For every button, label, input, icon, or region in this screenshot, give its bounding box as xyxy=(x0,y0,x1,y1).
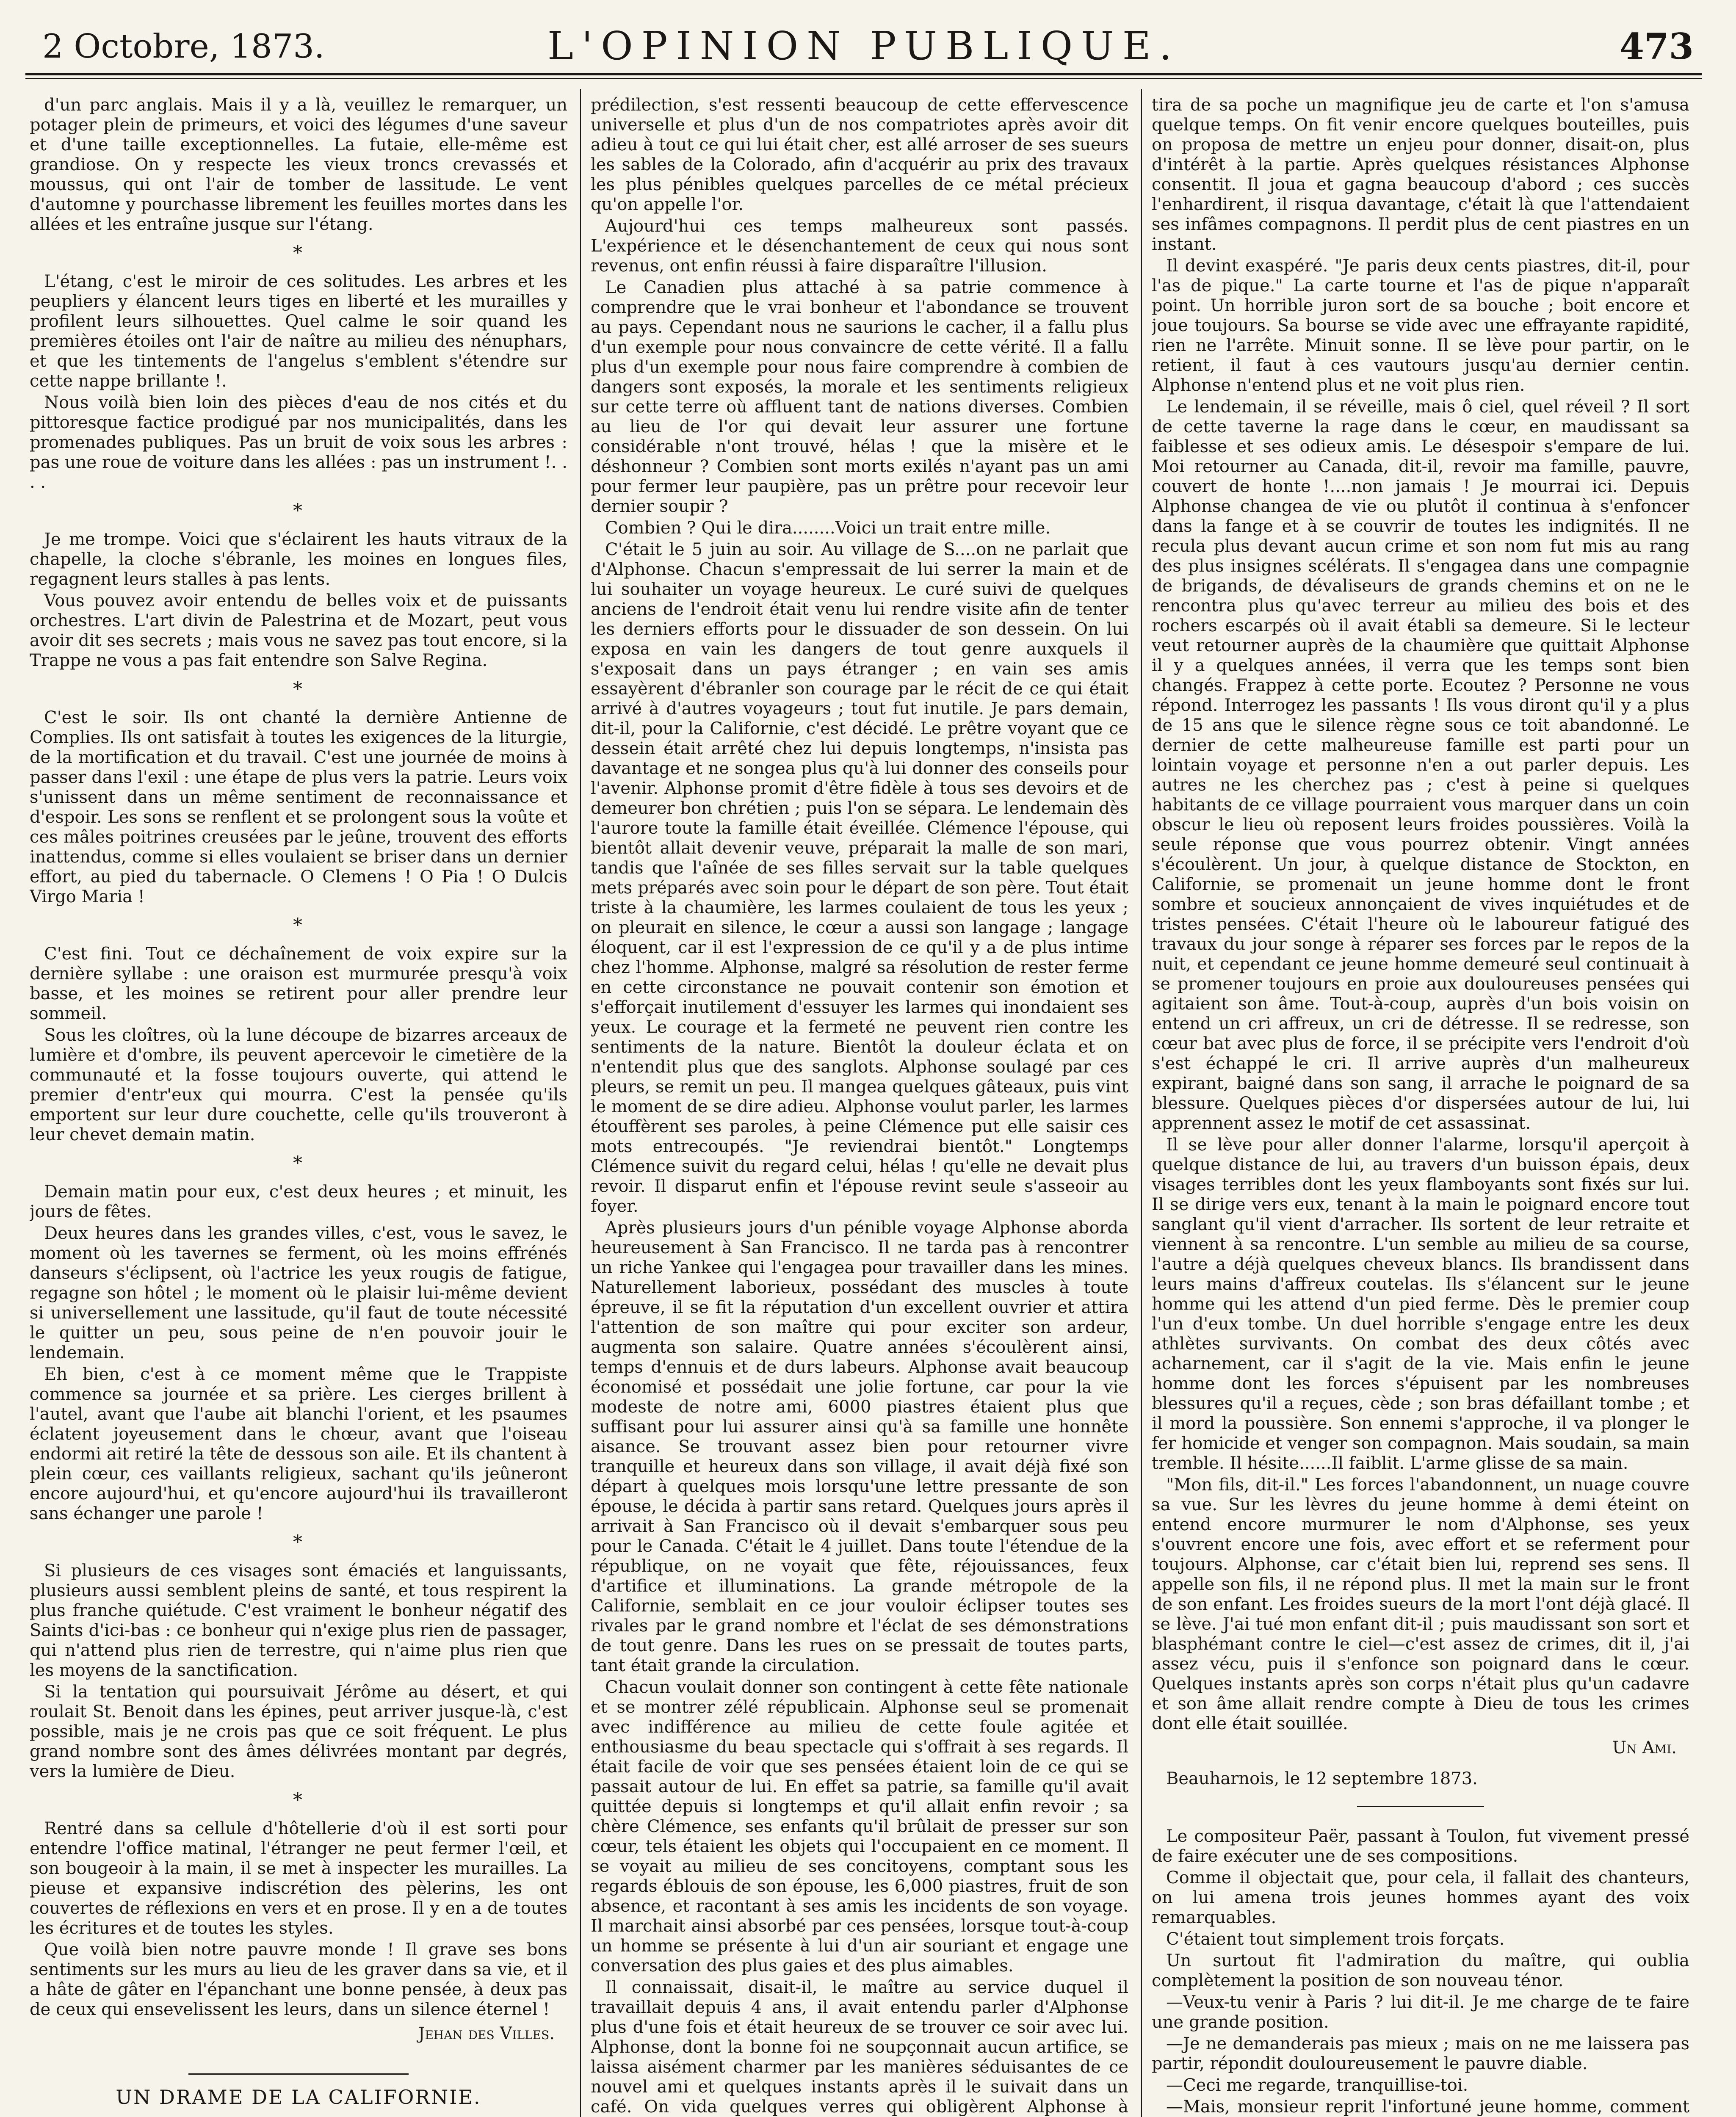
article-title: UN DRAME DE LA CALIFORNIE. xyxy=(116,2086,481,2109)
paragraph: C'était le 5 juin au soir. Au village de S....on ne parlait que d'Alphonse. Chacun s'empressait de lui serrer la main et de lui souhaiter un voyage heureux. Le curé suivi de quelques anciens de l'endroit était venu lui rendre visite afin de tenter les derniers efforts pour le dissuader de son dessein. On lui exposa en vain les dangers de tout genre auxquels il s'exposait dans un pays étranger ; en vain ses amis essayèrent d'ébranler son courage par le récit de ce qui était arrivé à d'autres voyageurs ; tout fut inutile. Je pars demain, dit-il, pour la Californie, c'est décidé. Le prêtre voyant que ce dessein était arrêté chez lui depuis longtemps, n'insista pas davantage et ne songea plus qu'à lui donner des conseils pour l'avenir. Alphonse promit d'être fidèle à tous ses devoirs et de demeurer bon chrétien ; puis l'on se sépara. Le lendemain dès l'aurore toute la famille était éveillée. Clémence l'épouse, qui bientôt allait devenir veuve, préparait la malle de son mari, tandis que l'aînée de ses filles servait sur la table quelques mets préparés avec soin pour le départ de son père. Tout était triste à la chaumière, les larmes coulaient de tous les yeux ; on pleurait en silence, le cœur a aussi son langage ; langage éloquent, car il est l'expression de ce qu'il y a de plus intime chez l'homme. Alphonse, malgré sa résolution de rester ferme en cette circonstance ne pouvait contenir son émotion et s'efforçait inutilement d'essuyer les larmes qui inondaient ses yeux. Le courage et la fermeté ne peuvent rien contre les sentiments de la nature. Bientôt la douleur éclata et on n'entendit plus que des sanglots. Alphonse soulagé par ces pleurs, se remit un peu. Il mangea quelques gâteaux, puis vint le moment de se dire adieu. Alphonse voulut parler, les larmes étouffèrent ses paroles, à peine Clémence put elle saisir ces mots entrecoupés. "Je reviendrai bientôt." Longtemps Clémence suivit du regard celui, hélas ! qu'elle ne devait plus revoir. Il disparut enfin et l'épouse revint seule s'asseoir au foyer. xyxy=(591,540,1128,1216)
section-separator: * xyxy=(293,678,304,700)
paragraph: Le Canadien plus attaché à sa patrie commence à comprendre que le vrai bonheur et l'abondance se trouvent au pays. Cependant nous ne saurions le cacher, il a fallu plus d'un exemple pour nous convaincre de cette vérité. Il a fallu plus d'un exemple pour nous faire comprendre à combien de dangers sont exposés, la morale et les sentiments religieux sur cette terre où affluent tant de nations diverses. Combien au lieu de l'or qui devait leur assurer une fortune considérable n'ont trouvé, hélas ! que la misère et le déshonneur ? Combien sont morts exilés n'ayant pas un ami pour fermer leur paupière, pas un prêtre pour recevoir leur dernier soupir ? xyxy=(591,278,1128,516)
paragraph: Chacun voulait donner son contingent à cette fête nationale et se montrer zélé républicain. Alphonse seul se promenait avec indifférence au milieu de cette foule agitée et enthousiasme du beau spectacle qui s'offrait à ses regards. Il était facile de voir que ses pensées étaient loin de ce qui se passait autour de lui. En effet sa patrie, sa famille qu'il avait quittée depuis si longtemps et qu'il allait enfin revoir ; sa chère Clémence, ses enfants qu'il brûlait de presser sur son cœur, tels étaient les objets qui l'occupaient en ce moment. Il se voyait au milieu de ses concitoyens, comptant sous les regards éblouis de son épouse, les 6,000 piastres, fruit de son absence, et racontant à ses amis les incidents de son voyage. Il marchait ainsi absorbé par ces pensées, lorsque tout-à-coup un homme se présente à lui d'un air souriant et engage une conversation des plus gaies et des plus aimables. xyxy=(591,1678,1128,1976)
paragraph: —Veux-tu venir à Paris ? lui dit-il. Je me charge de te faire une grande position. xyxy=(1152,1993,1689,2032)
paragraph: Combien ? Qui le dira........Voici un trait entre mille. xyxy=(605,518,1051,538)
section-separator: * xyxy=(293,1789,304,1811)
paragraph: Sous les cloîtres, où la lune découpe de bizarres arceaux de lumière et d'ombre, ils peuvent apercevoir le cimetière de la communauté et la fosse toujours ouverte, qui attend le premier d'entr'eux qui mourra. C'est la pensée qu'ils emportent sur leur dure couchette, celle qu'ils trouveront à leur chevet demain matin. xyxy=(30,1025,567,1144)
issue-date: 2 Octobre, 1873. xyxy=(42,28,325,66)
column-divider xyxy=(1141,89,1142,2117)
header-rule-thin xyxy=(25,78,1702,79)
newspaper-title: L'OPINION PUBLIQUE. xyxy=(547,23,1180,69)
paragraph: Comme il objectait que, pour cela, il fallait des chanteurs, on lui amena trois jeunes hommes ayant des voix remarquables. xyxy=(1152,1868,1689,1927)
paragraph: —Je ne demanderais pas mieux ; mais on ne me laissera pas partir, répondit douloureusement le pauvre diable. xyxy=(1152,2034,1689,2073)
paragraph: Il se lève pour aller donner l'alarme, lorsqu'il aperçoit à quelque distance de lui, au travers d'un buisson épais, deux visages terribles dont les yeux flamboyants sont fixés sur lui. Il se dirige vers eux, tenant à la main le poignard encore tout sanglant qu'il vient d'arracher. Ils sortent de leur retraite et viennent à sa rencontre. L'un semble au milieu de sa course, l'autre a déjà quelques cheveux blancs. Ils brandissent dans leurs mains d'affreux coutelas. Ils s'élancent sur le jeune homme qui les attend d'un pied ferme. Dès le premier coup l'un d'eux tombe. Un duel horrible s'engage entre les deux athlètes survivants. On combat des deux côtés avec acharnement, car il s'agit de la vie. Mais enfin le jeune homme dont les forces s'épuisent par les nombreuses blessures qu'il a reçues, cède ; son bras défaillant tombe ; et il mord la poussière. Son ennemi s'approche, il va plonger le fer homicide et venger son compagnon. Mais soudain, sa main tremble. Il hésite......Il faiblit. L'arme glisse de sa main. xyxy=(1152,1135,1689,1473)
paragraph: Deux heures dans les grandes villes, c'est, vous le savez, le moment où les tavernes se ferment, où les moins effrénés danseurs s'éclipsent, où l'actrice les yeux rougis de fatigue, regagne son hôtel ; le moment où le plaisir lui-même devient si universellement une lassitude, qu'il faut de toute nécessité le quitter un peu, sous peine de n'en pouvoir jouir le lendemain. xyxy=(30,1224,567,1363)
column-2 xyxy=(591,95,1128,2117)
column-divider xyxy=(580,89,581,2117)
page-header xyxy=(25,13,1702,72)
paragraph: Si plusieurs de ces visages sont émaciés et languissants, plusieurs aussi semblent pleins de santé, et tous respirent la plus franche quiétude. C'est vraiment le bonheur négatif des Saints d'ici-bas : ce bonheur qui n'exige plus rien de passager, qui n'attend plus rien de terrestre, qui n'aime plus rien que les moyens de la sanctification. xyxy=(30,1561,567,1680)
paragraph: Le compositeur Paër, passant à Toulon, fut vivement pressé de faire exécuter une de ses compositions. xyxy=(1152,1827,1689,1866)
paragraph: Il devint exaspéré. "Je paris deux cents piastres, dit-il, pour l'as de pique." La carte tourne et l'as de pique n'apparaît point. Un horrible juron sort de sa bouche ; boit encore et joue toujours. Sa bourse se vide avec une effrayante rapidité, rien ne l'arrête. Minuit sonne. Il se lève pour partir, on le retient, il faut à ces vautours jusqu'au dernier centin. Alphonse n'entend plus et ne voit plus rien. xyxy=(1152,256,1689,395)
header-rule xyxy=(25,73,1702,75)
paragraph: d'un parc anglais. Mais il y a là, veuillez le remarquer, un potager plein de primeurs, et voici des légumes d'une saveur et d'une taille exceptionnelles. La futaie, elle-même est grandiose. On y respecte les vieux troncs crevassés et moussus, qui ont l'air de tomber de lassitude. Le vent d'automne y pourchasse librement les feuilles mortes dans les allées et les entraîne jusque sur l'étang. xyxy=(30,95,567,234)
dateline: Beauharnois, le 12 septembre 1873. xyxy=(1166,1769,1478,1788)
paragraph: Vous pouvez avoir entendu de belles voix et de puissants orchestres. L'art divin de Palestrina et de Mozart, peut vous avoir dit ses secrets ; mais vous ne savez pas tout encore, si la Trappe ne vous a pas fait entendre son Salve Regina. xyxy=(30,591,567,670)
section-separator: * xyxy=(293,500,304,522)
section-separator: * xyxy=(293,1152,304,1174)
paragraph: "Mon fils, dit-il." Les forces l'abandonnent, un nuage couvre sa vue. Sur les lèvres du jeune homme à demi éteint on entend encore murmurer le nom d'Alphonse, ses yeux s'ouvrent encore une fois, avec effort et se referment pour toujours. Alphonse, car c'était bien lui, reprend ses sens. Il appelle son fils, il ne répond plus. Il met la main sur le front de son enfant. Les froides sueurs de la mort l'ont déjà glacé. Il se lève. J'ai tué mon enfant dit-il ; puis maudissant son sort et blasphémant contre le ciel—c'est assez de crimes, dit il, j'ai assez vécu, puis il s'enfonce son poignard dans le cœur. Quelques instants après son corps n'était plus qu'un cadavre et son âme allait rendre compte à Dieu de tous les crimes dont elle était souillée. xyxy=(1152,1475,1689,1733)
paragraph: —Ceci me regarde, tranquillise-toi. xyxy=(1166,2076,1468,2095)
paragraph: C'est fini. Tout ce déchaînement de voix expire sur la dernière syllabe : une oraison est murmurée presqu'à voix basse, et les moines se retirent pour aller prendre leur sommeil. xyxy=(30,944,567,1023)
paragraph: Eh bien, c'est à ce moment même que le Trappiste commence sa journée et sa prière. Les cierges brillent à l'autel, avant que l'aube ait blanchi l'orient, et les psaumes éclatent joyeusement dans le chœur, avant que l'oiseau endormi ait retiré la tête de dessous son aile. Et ils chantent à plein cœur, ces vaillants religieux, sachant qu'ils jeûneront encore aujourd'hui, et qu'encore aujourd'hui ils travailleront sans échanger une parole ! xyxy=(30,1365,567,1523)
section-separator: * xyxy=(293,1531,304,1553)
section-separator: * xyxy=(293,242,304,264)
paragraph: prédilection, s'est ressenti beaucoup de cette effervescence universelle et plus d'un de nos compatriotes après avoir dit adieu à tout ce qui lui était cher, est allé arroser de ses sueurs les sables de la Colorado, afin d'acquérir au prix des travaux les plus pénibles quelques parcelles de ce métal précieux qu'on appelle l'or. xyxy=(591,95,1128,214)
paragraph: tira de sa poche un magnifique jeu de carte et l'on s'amusa quelque temps. On fit venir encore quelques bouteilles, puis on proposa de mettre un enjeu pour donner, disait-on, plus d'intérêt à la partie. Après quelques résistances Alphonse consentit. Il joua et gagna beaucoup d'abord ; ces succès l'enhardirent, il risqua davantage, c'était là que l'attendaient ses infâmes compagnons. Il perdit plus de cent piastres en un instant. xyxy=(1152,95,1689,254)
paragraph: L'étang, c'est le miroir de ces solitudes. Les arbres et les peupliers y élancent leurs tiges en liberté et les murailles y profilent leurs silhouettes. Quel calme le soir quand les premières étoiles ont l'air de naître au milieu des nénuphars, et que les tintements de l'angelus s'emblent s'étendre sur cette nappe brillante !. xyxy=(30,272,567,391)
paragraph: C'étaient tout simplement trois forçats. xyxy=(1166,1929,1505,1949)
paragraph: Demain matin pour eux, c'est deux heures ; et minuit, les jours de fêtes. xyxy=(30,1182,567,1222)
paragraph: Que voilà bien notre pauvre monde ! Il grave ses bons sentiments sur les murs au lieu de les graver dans sa vie, et il a hâte de gâter en l'épanchant une bonne pensée, à deux pas de ceux qui ensevelissent les leurs, dans un silence éternel ! xyxy=(30,1940,567,2019)
column-3 xyxy=(1152,95,1689,2117)
paragraph: Nous voilà bien loin des pièces d'eau de nos cités et du pittoresque factice prodigué par nos municipalités, dans les promenades publiques. Pas un bruit de voix sous les arbres : pas une roue de voiture dans les allées : pas un instrument !. . . . xyxy=(30,393,567,492)
paragraph: C'est le soir. Ils ont chanté la dernière Antienne de Complies. Ils ont satisfait à toutes les exigences de la liturgie, de la mortification et du travail. C'est une journée de moins à passer dans l'exil : une étape de plus vers la patrie. Leurs voix s'unissent dans un même sentiment de reconnaissance et d'espoir. Les sons se renflent et se prolongent sous la voûte et ces mâles poitrines creusées par le jeûne, trouvent des efforts inattendus, comme si elles voulaient se briser dans un dernier effort, au pied du tabernacle. O Clemens ! O Pia ! O Dulcis Virgo Maria ! xyxy=(30,708,567,906)
author-signature: Jehan des Villes. xyxy=(418,2024,555,2043)
author-signature: Un Ami. xyxy=(1612,1738,1677,1758)
paragraph: Je me trompe. Voici que s'éclairent les hauts vitraux de la chapelle, la cloche s'ébranle, les moines en longues files, regagnent leurs stalles à pas lents. xyxy=(30,530,567,589)
paragraph: Le lendemain, il se réveille, mais ô ciel, quel réveil ? Il sort de cette taverne la rage dans le cœur, en maudissant sa faiblesse et ses odieux amis. Le désespoir s'empare de lui. Moi retourner au Canada, dit-il, revoir ma famille, pauvre, couvert de honte !....non jamais ! Je mourrai ici. Depuis Alphonse changea de vie ou plutôt il continua à s'enfoncer dans la fange et à se couvrir de toutes les indignités. Il ne recula plus devant aucun crime et son nom fut mis au rang des plus insignes scélérats. Il s'engagea dans une compagnie de brigands, de dévaliseurs de grands chemins et on ne le rencontra plus qu'avec terreur au milieu des bois et des rochers escarpés où il avait établi sa demeure. Si le lecteur veut retourner auprès de la chaumière que quittait Alphonse il y a quelques années, il verra que les temps sont bien changés. Frappez à cette porte. Ecoutez ? Personne ne vous répond. Interrogez les passants ! Ils vous diront qu'il y a plus de 15 ans que le silence règne sous ce toit abandonné. Le dernier de cette malheureuse famille est parti pour un lointain voyage et personne n'en a out parler depuis. Les autres ne les cherchez pas ; c'est à peine si quelques habitants de ce village pourraient vous marquer dans un coin obscur le lieu où reposent leurs froides poussières. Voilà la seule réponse que vous pourrez obtenir. Vingt années s'écoulèrent. Un jour, à quelque distance de Stockton, en Californie, se promenait un jeune homme dont le front sombre et soucieux annonçaient de vives inquiétudes et de tristes pensées. C'était l'heure où le laboureur fatigué des travaux du jour songe à réparer ses forces par le repos de la nuit, et cependant ce jeune homme demeuré seul continuait à se promener toujours en proie aux douloureuses pensées qui agitaient son âme. Tout-à-coup, auprès d'un bois voisin on entend un cri affreux, un cri de détresse. Il se redresse, son cœur bat avec plus de force, il se précipite vers l'endroit d'où s'est échappé le cri. Il arrive auprès d'un malheureux expirant, baigné dans son sang, il arrache le poignard de sa blessure. Quelques pièces d'or dispersées autour de lui, lui apprennent assez le motif de cet assassinat. xyxy=(1152,397,1689,1133)
page-number: 473 xyxy=(1619,25,1694,67)
section-separator: * xyxy=(293,915,304,936)
paragraph: Après plusieurs jours d'un pénible voyage Alphonse aborda heureusement à San Francisco. Il ne tarda pas à rencontrer un riche Yankee qui l'engagea pour travailler dans les mines. Naturellement laborieux, possédant des muscles à toute épreuve, il se fit la réputation d'un excellent ouvrier et attira l'attention de son maître qui pour exciter son ardeur, augmenta son salaire. Quatre années s'écoulèrent ainsi, temps d'ennuis et de durs labeurs. Alphonse avait beaucoup économisé et possédait une jolie fortune, car pour la vie modeste de notre ami, 6000 piastres étaient plus que suffisant pour lui assurer ainsi qu'à sa famille une honnête aisance. Se trouvant assez bien pour retourner vivre tranquille et heureux dans son village, il avait déjà fixé son départ à quelques mois lorsqu'une lettre pressante de son épouse, le décida à partir sans retard. Quelques jours après il arrivait à San Francisco où il devait s'embarquer sous peu pour le Canada. C'était le 4 juillet. Dans toute l'étendue de la république, on ne voyait que fête, réjouissances, feux d'artifice et illuminations. La grande métropole de la Californie, semblait en ce jour vouloir éclipser toutes ses rivales par le grand nombre et l'éclat de ses démonstrations de tout genre. Dans les rues on se pressait de toutes parts, tant était grande la circulation. xyxy=(591,1218,1128,1675)
article-rule xyxy=(188,2073,409,2075)
paragraph: Il connaissait, disait-il, le maître au service duquel il travaillait depuis 4 ans, il avait entendu parler d'Alphonse plus d'une fois et était heureux de se trouver ce soir avec lui. Alphonse, dont la bonne foi ne soupçonnait aucun artifice, se laissa aisément charmer par les manières séduisantes de ce nouvel ami et quelques instants après il le suivait dans un café. On vida quelques verres qui obligèrent Alphonse à xyxy=(591,1978,1128,2117)
article-rule xyxy=(1357,1806,1484,1807)
paragraph: Si la tentation qui poursuivait Jérôme au désert, et qui roulait St. Benoit dans les épines, peut arriver jusque-là, c'est possible, mais je ne crois pas que ce soit fréquent. Le plus grand nombre sont des âmes délivrées montant par degrés, vers la lumière de Dieu. xyxy=(30,1682,567,1781)
paragraph: Un surtout fit l'admiration du maître, qui oublia complètement la position de son nouveau ténor. xyxy=(1152,1951,1689,1990)
paragraph: Rentré dans sa cellule d'hôtellerie d'où il est sorti pour entendre l'office matinal, l'étranger ne peut fermer l'œil, et son bougeoir à la main, il se met à inspecter les murailles. La pieuse et expansive indiscrétion des pèlerins, les ont couvertes de réflexions en vers et en prose. Il y en a de toutes les écritures et de toutes les styles. xyxy=(30,1819,567,1938)
column-1 xyxy=(30,95,567,2117)
paragraph: Aujourd'hui ces temps malheureux sont passés. L'expérience et le désenchantement de ceux qui nous sont revenus, ont enfin réussi à faire disparaître l'illusion. xyxy=(591,216,1128,276)
paragraph: —Mais, monsieur reprit l'infortuné jeune homme, comment xyxy=(1166,2097,1689,2117)
